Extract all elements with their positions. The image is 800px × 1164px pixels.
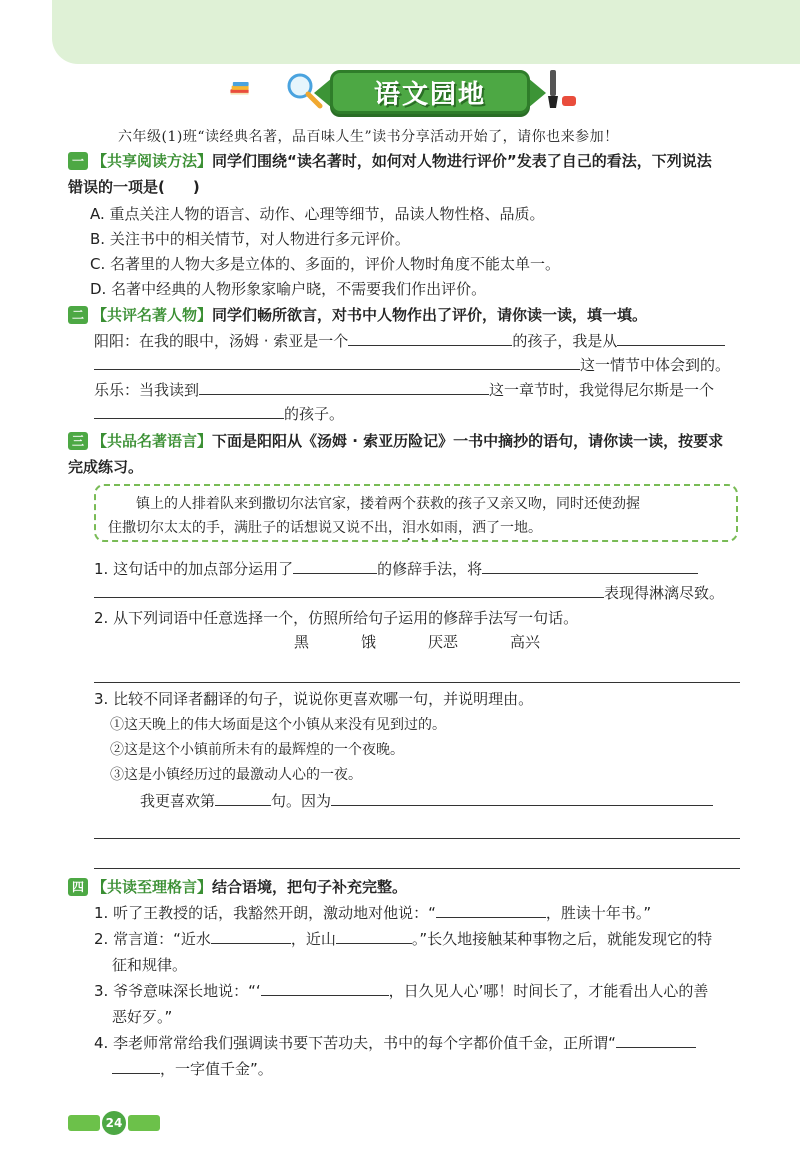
text: ，一字值千金”。: [160, 1060, 273, 1078]
word-option: 饿: [361, 633, 377, 651]
answer-blank[interactable]: [331, 788, 713, 806]
section-prompt: 同学们围绕“读名著时，如何对人物进行评价”发表了自己的看法，下列说法: [212, 152, 712, 170]
text: ，日久见人心’哪！时间长了，才能看出人心的善: [388, 982, 709, 1000]
lele-line-1: [94, 377, 714, 403]
page-number-badge: [68, 1112, 164, 1134]
translation-3: ③这是小镇经历过的最激动人心的一夜。: [110, 767, 362, 783]
text: 1. 听了王教授的话，我豁然开朗，激动地对他说：“: [94, 904, 436, 922]
text: ，胜读十年书。”: [545, 904, 652, 922]
q4-3-line-2: 恶好歹。”: [112, 1008, 173, 1026]
text: 的孩子，我是从: [512, 332, 618, 350]
text: 3. 爷爷意味深长地说：“‘: [94, 982, 261, 1000]
section-label: 【共享阅读方法】: [92, 152, 213, 170]
text: 住撒切尔太太的手，满肚子的话想说又说不出，: [108, 520, 402, 536]
section-1-header: [68, 148, 748, 174]
q4-3-line-1: [94, 978, 708, 1004]
answer-blank[interactable]: [293, 556, 377, 574]
word-option: 厌恶: [428, 633, 459, 651]
answer-blank[interactable]: [617, 328, 725, 346]
text: 乐乐：当我读到: [94, 381, 200, 399]
yangyang-line-2: [94, 352, 730, 378]
text: ，近山: [290, 930, 336, 948]
section-4-header: [68, 874, 407, 900]
q4-2-line-1: [94, 926, 712, 952]
text: 。”长久地接触某种事物之后，就能发现它的特: [411, 930, 713, 948]
answer-blank[interactable]: [112, 1056, 160, 1074]
answer-line[interactable]: [94, 838, 740, 839]
q4-4-line-2: [112, 1056, 273, 1082]
text: 表现得淋漓尽致。: [604, 584, 725, 602]
ink-brush-icon: [536, 66, 582, 112]
section-prompt: 结合语境，把句子补充完整。: [212, 878, 408, 896]
answer-blank[interactable]: [215, 788, 271, 806]
q4-1: [94, 900, 651, 926]
yangyang-line-1: [94, 328, 725, 354]
answer-line[interactable]: [94, 682, 740, 683]
text: 句。因为: [271, 792, 332, 810]
text: 4. 李老师常常给我们强调读书要下苦功夫，书中的每个字都价值千金，正所谓“: [94, 1034, 616, 1052]
q3-1-line-2: [94, 580, 724, 606]
text: 这一章节时，我觉得尼尔斯是一个: [489, 381, 715, 399]
answer-blank[interactable]: [336, 926, 412, 944]
section-prompt: 同学们畅所欲言，对书中人物作出了评价，请你读一读，填一填。: [212, 306, 648, 324]
answer-blank[interactable]: [94, 352, 580, 370]
q4-2-line-2: 征和规律。: [112, 956, 188, 974]
text: 我更喜欢第: [140, 792, 216, 810]
answer-blank[interactable]: [348, 328, 512, 346]
section-number-badge: 二: [68, 306, 88, 324]
answer-blank[interactable]: [616, 1030, 696, 1048]
section-number-badge: 四: [68, 878, 88, 896]
text: 1. 这句话中的加点部分运用了: [94, 560, 294, 578]
text: 的修辞手法，将: [377, 560, 483, 578]
page-title: 语文园地: [373, 79, 486, 110]
answer-blank[interactable]: [261, 978, 389, 996]
text: 这一情节中体会到的。: [580, 356, 731, 374]
q3-3: 3. 比较不同译者翻译的句子，说说你更喜欢哪一句，并说明理由。: [94, 690, 534, 708]
answer-blank[interactable]: [199, 377, 489, 395]
option-c[interactable]: C. 名著里的人物大多是立体的、多面的，评价人物时角度不能太单一。: [90, 255, 561, 273]
section-3-header: [68, 428, 748, 454]
lele-line-2: [94, 401, 344, 427]
q4-4-line-1: [94, 1030, 696, 1056]
section-3-prompt-line-2: 完成练习。: [68, 458, 144, 476]
prefer-line: [140, 788, 713, 814]
option-d[interactable]: D. 名著中经典的人物形象家喻户晓，不需要我们作出评价。: [90, 280, 487, 298]
word-options: [294, 631, 540, 652]
text: ，洒了一地。: [458, 520, 542, 536]
top-band: [52, 0, 800, 64]
excerpt-line-1: 镇上的人排着队来到撒切尔法官家，搂着两个获救的孩子又亲又吻，同时还使劲握: [136, 496, 640, 512]
page-number-deco-right: [128, 1115, 160, 1131]
answer-paren-close[interactable]: ): [192, 178, 200, 196]
section-label: 【共品名著语言】: [92, 432, 213, 450]
page-title-banner: [330, 70, 530, 114]
question-stem: 错误的一项是(: [68, 178, 165, 196]
section-1-prompt-line-2: [68, 174, 200, 200]
text: 2. 常言道：“近水: [94, 930, 211, 948]
word-option: 高兴: [510, 633, 541, 651]
q3-2: 2. 从下列词语中任意选择一个，仿照所给句子运用的修辞手法写一句话。: [94, 609, 579, 627]
q3-1-line-1: [94, 556, 698, 582]
section-number-badge: 一: [68, 152, 88, 170]
translation-1: ①这天晚上的伟大场面是这个小镇从来没有见到过的。: [110, 717, 446, 733]
section-2-header: [68, 302, 647, 328]
section-prompt: 下面是阳阳从《汤姆 · 索亚历险记》一书中摘抄的语句，请你读一读，按要求: [212, 432, 724, 450]
text: 阳阳：在我的眼中，汤姆 · 索亚是一个: [94, 332, 349, 350]
option-b[interactable]: B. 关注书中的相关情节，对人物进行多元评价。: [90, 230, 410, 248]
word-option: 黑: [294, 633, 310, 651]
translation-2: ②这是这个小镇前所未有的最辉煌的一个夜晚。: [110, 742, 404, 758]
answer-blank[interactable]: [94, 401, 284, 419]
section-number-badge: 三: [68, 432, 88, 450]
answer-blank[interactable]: [436, 900, 546, 918]
excerpt-box: [94, 484, 738, 542]
answer-blank[interactable]: [482, 556, 698, 574]
section-label: 【共读至理格言】: [92, 878, 213, 896]
answer-blank[interactable]: [211, 926, 291, 944]
excerpt-line-2: [108, 516, 724, 544]
section-label: 【共评名著人物】: [92, 306, 213, 324]
page-number-deco-left: [68, 1115, 100, 1131]
page-number: 24: [102, 1111, 126, 1135]
dotted-phrase: 泪水如雨: [402, 520, 458, 536]
answer-line[interactable]: [94, 868, 740, 869]
option-a[interactable]: A. 重点关注人物的语言、动作、心理等细节，品读人物性格、品质。: [90, 205, 545, 223]
answer-blank[interactable]: [94, 580, 604, 598]
intro-text: 六年级(1)班“读经典名著，品百味人生”读书分享活动开始了，请你也来参加！: [118, 129, 619, 145]
text: 的孩子。: [284, 405, 345, 423]
